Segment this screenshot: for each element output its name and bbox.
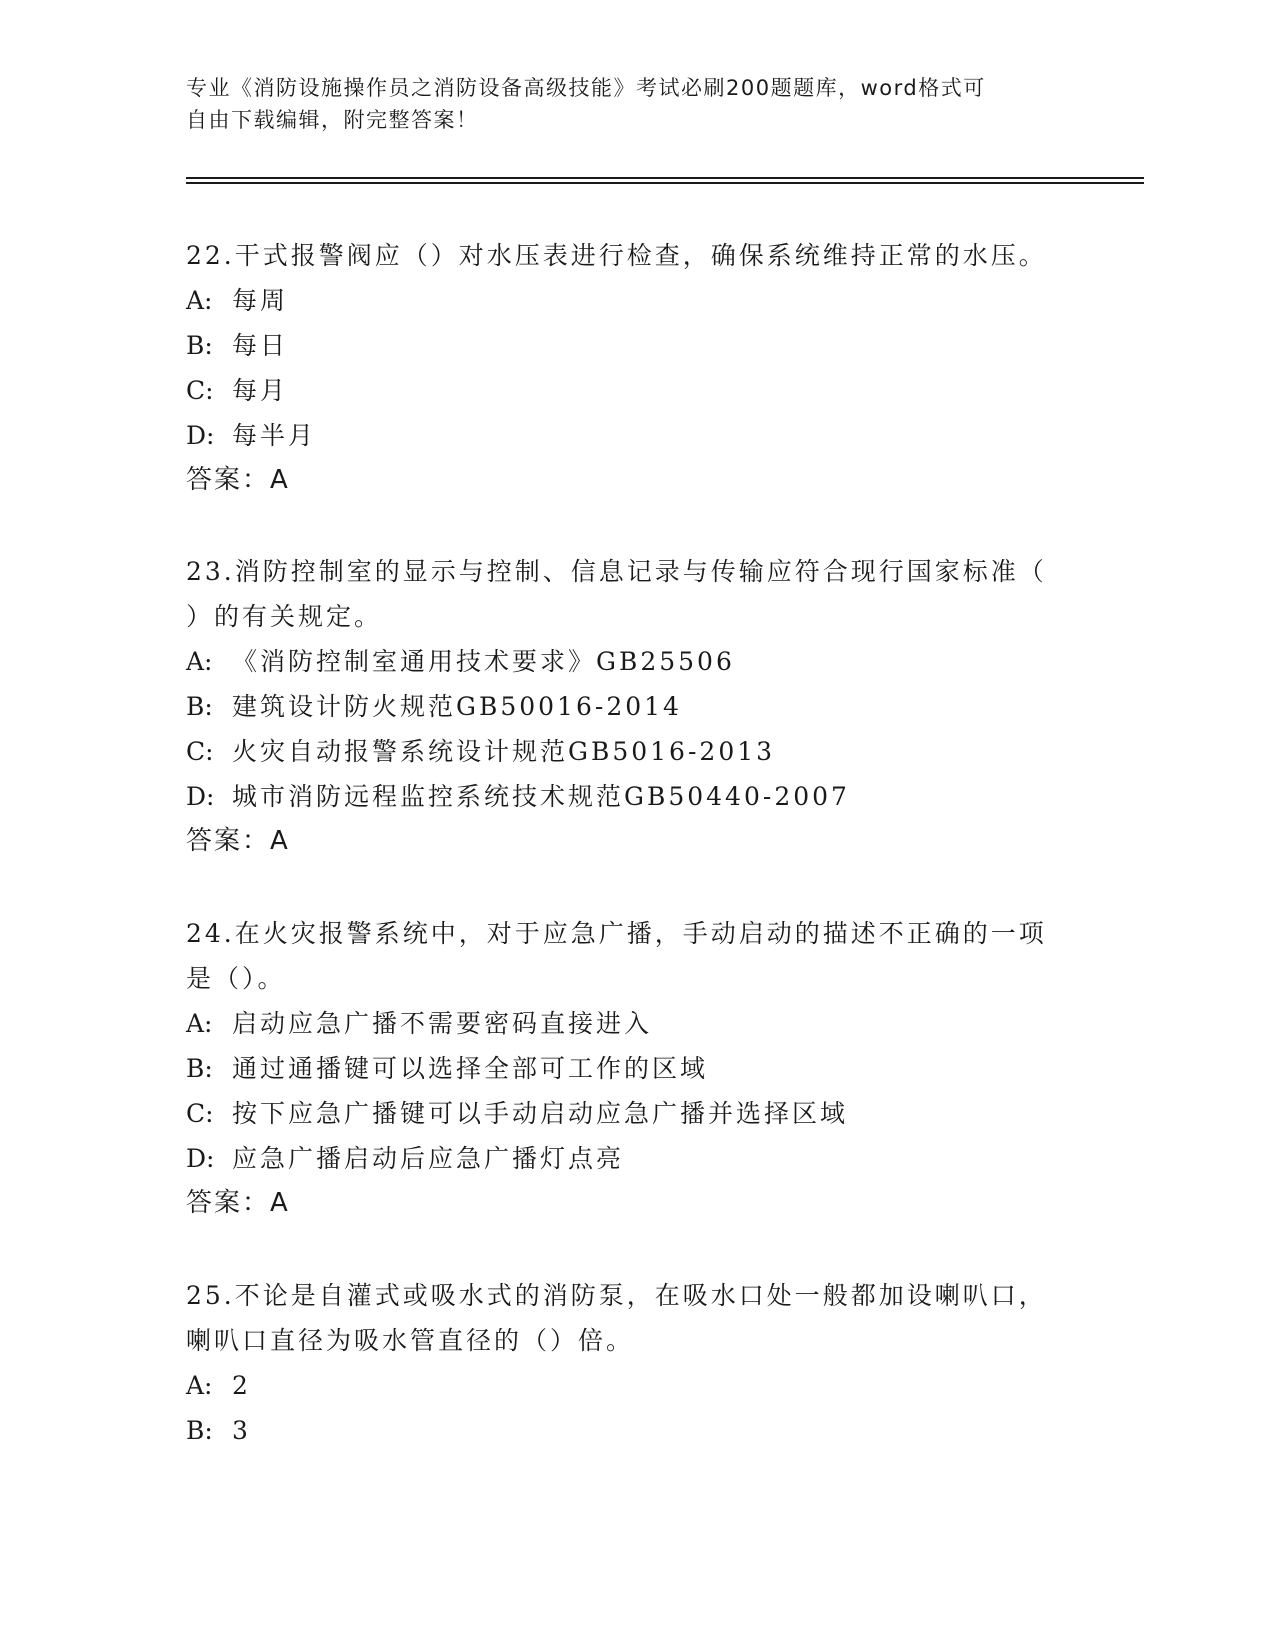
option-c — [186, 736, 1086, 767]
question-24 — [186, 918, 1086, 1219]
question-text-continued: 喇叭口直径为吸水管直径的（）倍。 — [186, 1326, 635, 1355]
option-d — [186, 781, 1086, 812]
option-a — [186, 1370, 1086, 1401]
option-text: 火灾自动报警系统设计规范GB5016-2013 — [232, 737, 776, 766]
option-text: 应急广播启动后应急广播灯点亮 — [232, 1144, 625, 1173]
option-b — [186, 1415, 1086, 1446]
document-header — [186, 72, 1066, 136]
option-letter: A: — [186, 647, 213, 676]
header-divider-top — [186, 177, 1144, 179]
answer-value: A — [270, 826, 290, 856]
answer-value: A — [270, 465, 290, 495]
option-b — [186, 691, 1086, 722]
option-d — [186, 1143, 1086, 1174]
option-text: 每日 — [232, 331, 289, 360]
option-b — [186, 330, 1086, 361]
option-b — [186, 1053, 1086, 1084]
option-text: 建筑设计防火规范GB50016-2014 — [232, 692, 682, 721]
answer-line — [186, 465, 1086, 496]
option-letter: A: — [186, 1009, 213, 1038]
option-text: 每月 — [232, 376, 289, 405]
option-c — [186, 1098, 1086, 1129]
answer-label: 答案： — [186, 826, 271, 856]
option-letter: A: — [186, 286, 213, 315]
option-text: 2 — [232, 1371, 251, 1400]
answer-line — [186, 826, 1086, 857]
question-text: 23.消防控制室的显示与控制、信息记录与传输应符合现行国家标准（ — [186, 557, 1047, 586]
header-title-line-2: 自由下载编辑，附完整答案！ — [186, 108, 479, 132]
option-text: 《消防控制室通用技术要求》GB25506 — [232, 647, 735, 676]
answer-value: A — [270, 1188, 290, 1218]
option-letter: C: — [186, 1099, 214, 1128]
option-letter: A: — [186, 1371, 213, 1400]
option-a — [186, 1008, 1086, 1039]
question-text: 24.在火灾报警系统中，对于应急广播，手动启动的描述不正确的一项 — [186, 919, 1047, 948]
header-divider-bottom — [186, 182, 1144, 184]
option-c — [186, 375, 1086, 406]
option-text: 通过通播键可以选择全部可工作的区域 — [232, 1054, 709, 1083]
answer-label: 答案： — [186, 465, 271, 495]
option-text: 3 — [232, 1416, 251, 1445]
option-text: 启动应急广播不需要密码直接进入 — [232, 1009, 653, 1038]
answer-label: 答案： — [186, 1188, 271, 1218]
option-letter: B: — [186, 1054, 213, 1083]
option-letter: C: — [186, 737, 214, 766]
question-text: 22.干式报警阀应（）对水压表进行检查，确保系统维持正常的水压。 — [186, 241, 1047, 270]
question-text: 25.不论是自灌式或吸水式的消防泵，在吸水口处一般都加设喇叭口， — [186, 1281, 1047, 1310]
option-letter: D: — [186, 782, 215, 811]
option-a — [186, 285, 1086, 316]
question-23 — [186, 556, 1086, 857]
question-22 — [186, 240, 1086, 496]
header-title-line-1: 专业《消防设施操作员之消防设备高级技能》考试必刷200题题库，word格式可 — [186, 76, 986, 100]
option-a — [186, 646, 1086, 677]
option-letter: B: — [186, 331, 213, 360]
option-letter: D: — [186, 1144, 215, 1173]
option-letter: B: — [186, 1416, 213, 1445]
option-text: 每周 — [232, 286, 289, 315]
question-text-continued: 是（）。 — [186, 964, 286, 993]
question-25 — [186, 1280, 1086, 1460]
answer-line — [186, 1188, 1086, 1219]
option-text: 按下应急广播键可以手动启动应急广播并选择区域 — [232, 1099, 849, 1128]
option-text: 每半月 — [232, 421, 317, 450]
option-letter: D: — [186, 421, 215, 450]
option-d — [186, 420, 1086, 451]
question-text-continued: ）的有关规定。 — [186, 602, 383, 631]
option-letter: C: — [186, 376, 214, 405]
option-letter: B: — [186, 692, 213, 721]
option-text: 城市消防远程监控系统技术规范GB50440-2007 — [232, 782, 850, 811]
